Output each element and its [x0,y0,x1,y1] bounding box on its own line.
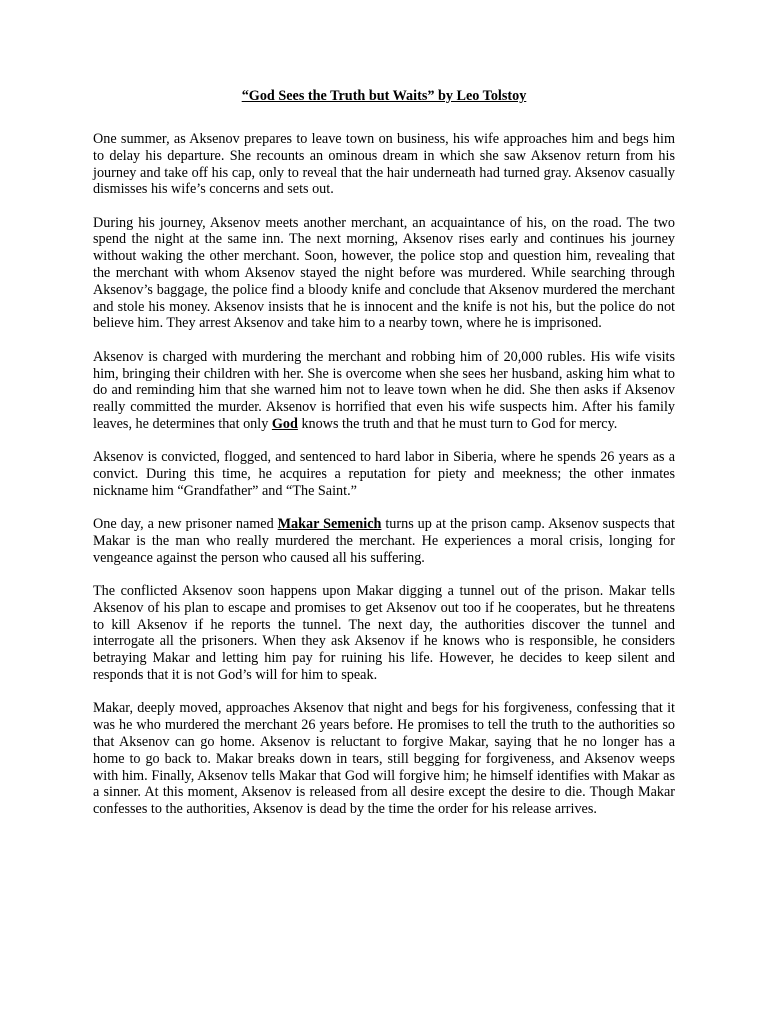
paragraph-4: Aksenov is convicted, flogged, and sentenced to hard labor in Siberia, where he spends 26 years as a convict. During this time, he acquires a reputation for piety and meekness; the other inmates nickname him “Grandfather” and “The Saint.” [93,449,675,499]
paragraph-3-text-after: knows the truth and that he must turn to God for mercy. [297,415,618,432]
paragraph-2: During his journey, Aksenov meets another merchant, an acquaintance of his, on the road. The two spend the night at the same inn. The next morning, Aksenov rises early and continues his journey without waking the other merchant. Soon, however, the police stop and question him, revealing that the merchant with whom Aksenov stayed the night before was murdered. While searching through Aksenov’s baggage, the police find a bloody knife and conclude that Aksenov murdered the merchant and stole his money. Aksenov insists that he is innocent and the knife is not his, but the police do not believe him. They arrest Aksenov and take him to a nearby town, where he is imprisoned. [93,214,675,332]
paragraph-7: Makar, deeply moved, approaches Aksenov that night and begs for his forgiveness, confessing that it was he who murdered the merchant 26 years before. He promises to tell the truth to the authorities so that Aksenov can go home. Aksenov is reluctant to forgive Makar, saying that he no longer has a home to go back to. Makar breaks down in tears, still begging for forgiveness, and Aksenov weeps with him. Finally, Aksenov tells Makar that God will forgive him; he himself identifies with Makar as a sinner. At this moment, Aksenov is released from all desire except the desire to die. Though Makar confesses to the authorities, Aksenov is dead by the time the order for his release arrives. [93,700,675,818]
document-title: “God Sees the Truth but Waits” by Leo Tolstoy [241,88,527,104]
paragraph-3-text-before: Aksenov is charged with murdering the merchant and robbing him of 20,000 rubles. His wife visits him, bringing their children with her. She is overcome when she sees her husband, asking him what to do and reminding him that she warned him not to leave town when he did. She then asks if Aksenov really committed the murder. Aksenov is horrified that even his wife suspects him. After his family leaves, he determines that only [93,348,675,432]
emphasis-god: God [271,415,298,432]
paragraph-3 [93,349,675,433]
paragraph-5-text-before: One day, a new prisoner named [93,516,278,533]
emphasis-makar-semenich: Makar Semenich [277,516,382,533]
paragraph-1: One summer, as Aksenov prepares to leave town on business, his wife approaches him and begs him to delay his departure. She recounts an ominous dream in which she saw Aksenov return from his journey and take off his cap, only to reveal that the hair underneath had turned gray. Aksenov casually dismisses his wife’s concerns and sets out. [93,131,675,198]
paragraph-5-text-after: turns up at the prison camp. Aksenov suspects that Makar is the man who really murdered the merchant. He experiences a moral crisis, longing for vengeance against the person who caused all his suffering. [93,516,675,566]
paragraph-5 [93,516,675,566]
document-page [93,88,675,834]
paragraph-6: The conflicted Aksenov soon happens upon Makar digging a tunnel out of the prison. Makar tells Aksenov of his plan to escape and promises to get Aksenov out too if he cooperates, but he threatens to kill Aksenov if he reports the tunnel. The next day, the authorities discover the tunnel and interrogate all the prisoners. When they ask Aksenov if he knows who is responsible, he considers betraying Makar and letting him pay for ruining his life. However, he decides to keep silent and responds that it is not God’s will for him to speak. [93,583,675,684]
